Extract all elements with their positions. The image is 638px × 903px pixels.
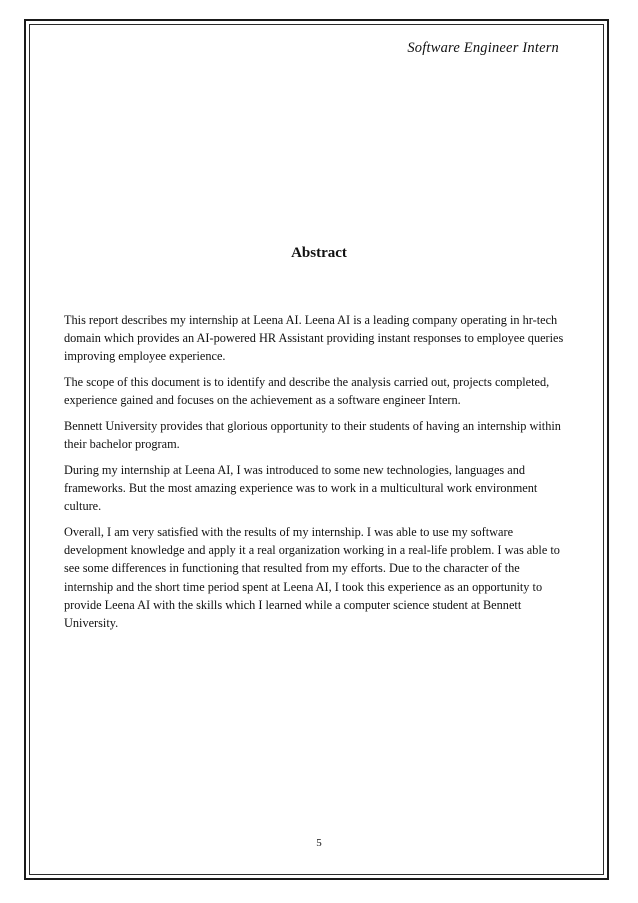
abstract-paragraph-1: This report describes my internship at Leena AI. Leena AI is a leading company operating in hr-tech domain which provides an AI-powered HR Assistant providing instant responses to employee queries improving employee experience.: [64, 313, 564, 364]
abstract-paragraph-2: The scope of this document is to identify and describe the analysis carried out, projects completed, experience gained and focuses on the achievement as a software engineer Intern.: [64, 375, 550, 408]
abstract-paragraph-4: During my internship at Leena AI, I was introduced to some new technologies, languages and frameworks. But the most amazing experience was to work in a multicultural work environment culture.: [64, 462, 538, 514]
running-header: Software Engineer Intern: [407, 40, 559, 56]
page-number: 5: [316, 837, 322, 849]
abstract-body: [64, 311, 568, 640]
abstract-heading: Abstract: [291, 245, 347, 261]
abstract-paragraph-3: Bennett University provides that glorious opportunity to their students of having an internship within their bachelor program.: [64, 419, 561, 452]
abstract-paragraph-5: Overall, I am very satisfied with the results of my internship. I was able to use my software development knowledge and apply it a real organization working in a real-life problem. I was able to see some differences in functioning that resulted from my efforts. Due to the character of the internship and the short time period spent at Leena AI, I took this experience as an opportunity to provide Leena AI with the skills which I learned while a computer science student at Bennett University.: [64, 525, 560, 631]
